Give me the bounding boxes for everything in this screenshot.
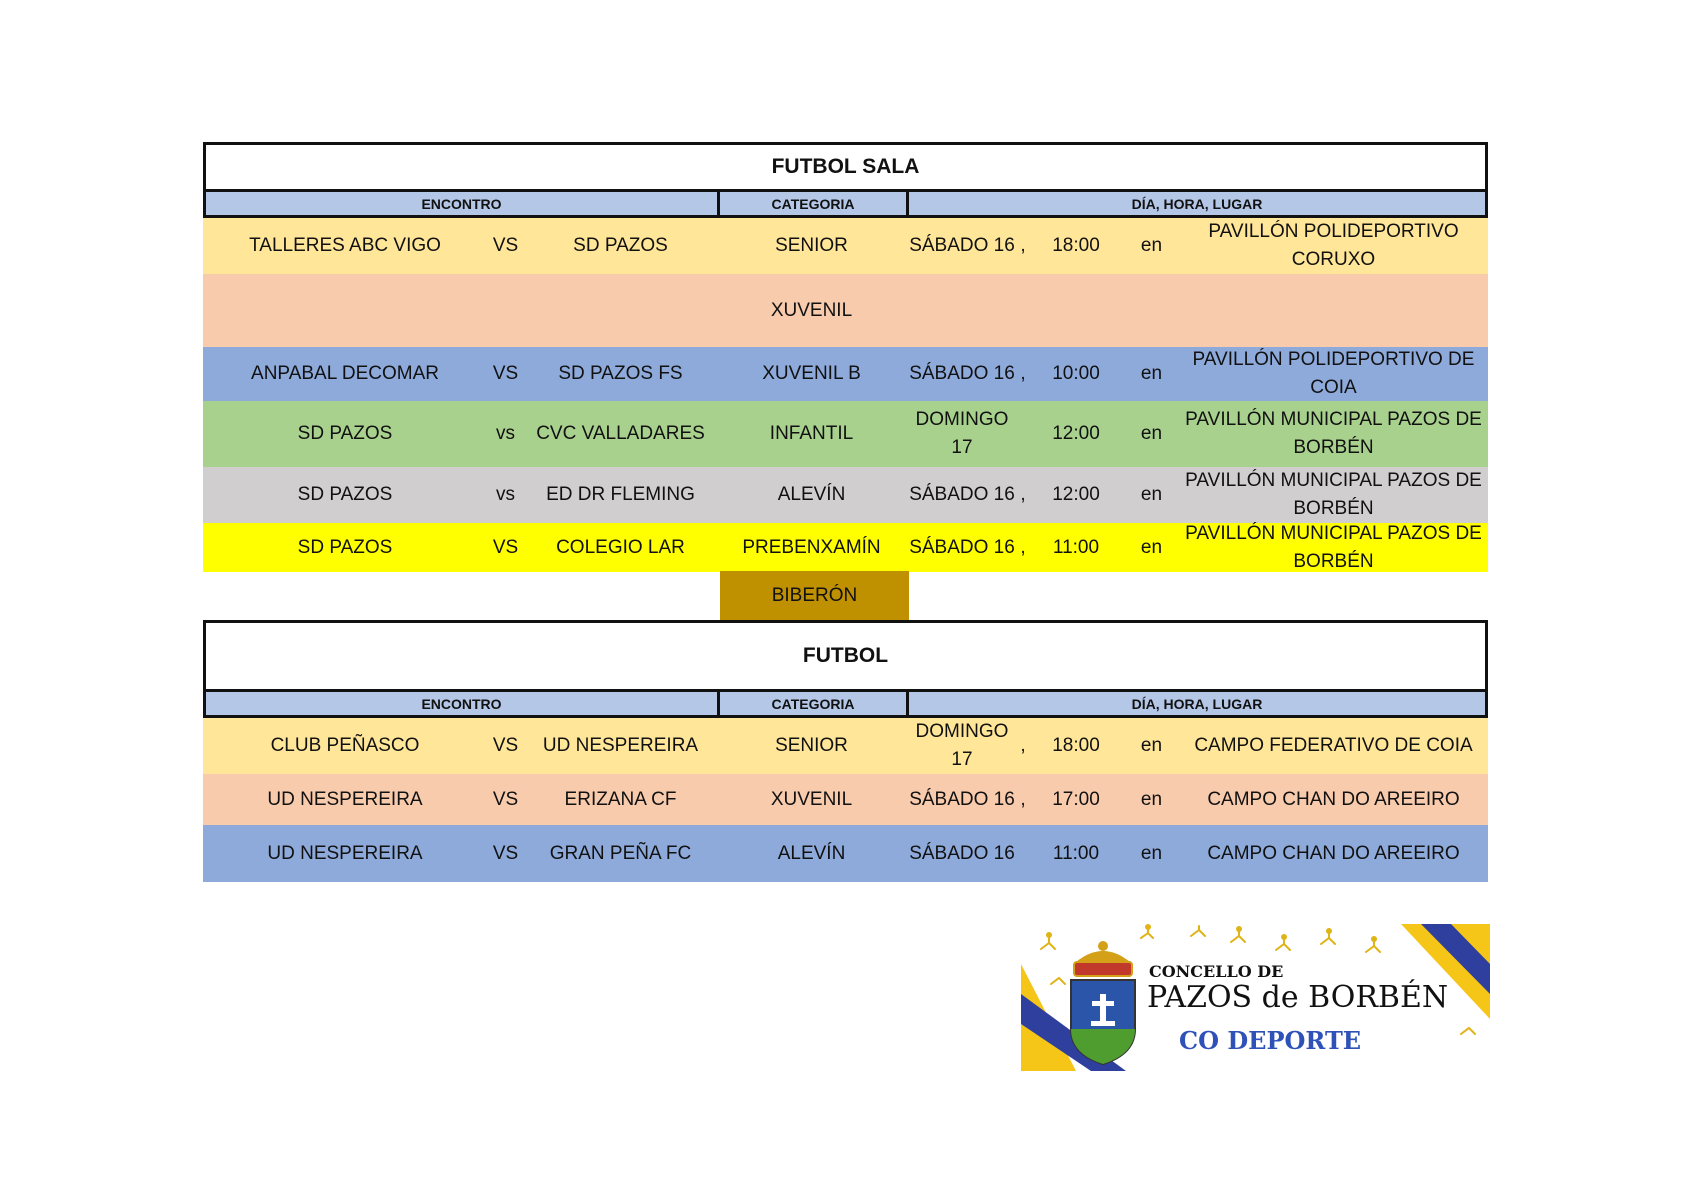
category-cell: INFANTIL [769, 423, 854, 444]
venue-cell: CAMPO CHAN DO AREEIRO [1207, 788, 1460, 810]
en-label-cell: en [1140, 363, 1163, 384]
away-team-cell: COLEGIO LAR [556, 536, 685, 558]
futbol-title: FUTBOL [203, 620, 1488, 692]
away-team-cell: ED DR FLEMING [546, 484, 695, 505]
venue-cell: PAVILLÓN POLIDEPORTIVO CORUXO [1208, 221, 1459, 270]
day-cell: SÁBADO 16 [909, 484, 1015, 505]
venue-cell: PAVILLÓN MUNICIPAL PAZOS DE BORBÉN [1185, 522, 1482, 572]
logo-co-deporte: CO DEPORTE [1179, 1026, 1362, 1055]
home-team-cell: ANPABAL DECOMAR [251, 363, 439, 384]
vs-label-cell: VS [492, 788, 519, 810]
home-team-cell: SD PAZOS [297, 536, 393, 558]
away-team-cell [524, 274, 717, 347]
vs-label-cell: VS [492, 235, 519, 256]
comma-cell: , [1020, 536, 1026, 558]
biberon-row [203, 571, 1488, 620]
match-row [203, 523, 1488, 572]
day-cell [906, 274, 1018, 347]
match-row [203, 718, 1488, 774]
away-team-cell: ERIZANA CF [564, 788, 677, 810]
category-cell: ALEVÍN [777, 484, 846, 505]
time-cell [1028, 274, 1124, 347]
venue-cell: PAVILLÓN MUNICIPAL PAZOS DE BORBÉN [1185, 470, 1482, 519]
category-cell: XUVENIL [770, 788, 853, 810]
home-team-cell [203, 274, 487, 347]
comma-cell: , [1020, 484, 1026, 505]
match-row [203, 774, 1488, 825]
futbol-sala-table [203, 142, 1488, 572]
venue-cell [1179, 274, 1488, 347]
home-team-cell: UD NESPEREIRA [267, 842, 423, 864]
category-cell: XUVENIL [770, 299, 853, 321]
en-label-cell: en [1140, 842, 1163, 864]
away-team-cell: GRAN PEÑA FC [549, 842, 692, 864]
home-team-cell: SD PAZOS [297, 423, 393, 444]
en-label-cell [1124, 274, 1179, 347]
futbol-rows [203, 718, 1488, 882]
match-row [203, 347, 1488, 401]
header-categoria: CATEGORIA [720, 192, 909, 215]
concello-pazos-de-borben-logo [1021, 924, 1490, 1071]
header-dia-hora-lugar: DÍA, HORA, LUGAR [1131, 195, 1263, 212]
category-cell: SENIOR [775, 235, 848, 256]
away-team-cell: SD PAZOS FS [558, 363, 683, 384]
venue-cell: PAVILLÓN POLIDEPORTIVO DE COIA [1192, 349, 1475, 398]
vs-label-cell [487, 274, 524, 347]
header-categoria: CATEGORIA [720, 692, 909, 715]
day-cell: SÁBADO 16 [909, 842, 1015, 864]
time-cell: 11:00 [1052, 842, 1100, 864]
time-cell: 18:00 [1052, 235, 1100, 256]
away-team-cell: UD NESPEREIRA [542, 735, 699, 756]
venue-cell: CAMPO CHAN DO AREEIRO [1207, 842, 1460, 864]
vs-label-cell: VS [492, 536, 519, 558]
en-label-cell: en [1140, 235, 1163, 256]
away-team-cell: CVC VALLADARES [536, 423, 705, 444]
en-label-cell: en [1140, 423, 1163, 444]
vs-label-cell: vs [496, 423, 515, 444]
comma-cell [1018, 825, 1028, 882]
comma-cell: , [1020, 735, 1026, 756]
time-cell: 12:00 [1052, 484, 1100, 505]
venue-cell: CAMPO FEDERATIVO DE COIA [1194, 735, 1473, 756]
futbol-sala-title: FUTBOL SALA [203, 142, 1488, 192]
day-cell: SÁBADO 16 [909, 536, 1015, 558]
day-cell: SÁBADO 16 [909, 788, 1015, 810]
en-label-cell: en [1140, 788, 1163, 810]
time-cell: 12:00 [1052, 423, 1100, 444]
time-cell: 11:00 [1052, 536, 1100, 558]
match-row [203, 825, 1488, 882]
comma-cell [1018, 274, 1028, 347]
comma-cell: , [1020, 363, 1026, 384]
home-team-cell: SD PAZOS [297, 484, 393, 505]
match-row [203, 401, 1488, 467]
category-cell: ALEVÍN [777, 842, 846, 864]
header-encontro: ENCONTRO [206, 692, 720, 715]
header-encontro: ENCONTRO [206, 192, 720, 215]
day-cell: DOMINGO 17 [915, 721, 1009, 770]
logo-concello-de: CONCELLO DE [1149, 962, 1284, 981]
away-team-cell: SD PAZOS [573, 235, 668, 256]
home-team-cell: TALLERES ABC VIGO [249, 235, 441, 256]
category-cell: XUVENIL B [762, 363, 861, 384]
home-team-cell: CLUB PEÑASCO [270, 735, 420, 756]
match-row [203, 274, 1488, 347]
day-cell: SÁBADO 16 [909, 363, 1015, 384]
category-cell: PREBENXAMÍN [742, 536, 881, 558]
comma-cell [1018, 401, 1028, 467]
en-label-cell: en [1140, 735, 1163, 756]
vs-label-cell: vs [496, 484, 515, 505]
vs-label-cell: VS [492, 363, 519, 384]
match-row [203, 467, 1488, 523]
time-cell: 10:00 [1052, 363, 1100, 384]
en-label-cell: en [1140, 484, 1163, 505]
logo-pazos-de-borben: PAZOS de BORBÉN [1147, 980, 1449, 1015]
comma-cell: , [1020, 235, 1026, 256]
en-label-cell: en [1140, 536, 1163, 558]
category-cell: SENIOR [775, 735, 848, 756]
day-cell: DOMINGO 17 [915, 409, 1009, 458]
home-team-cell: UD NESPEREIRA [267, 788, 423, 810]
futbol-sala-rows [203, 218, 1488, 572]
futbol-sala-header [203, 192, 1488, 218]
header-dia-hora-lugar: DÍA, HORA, LUGAR [1131, 695, 1263, 712]
venue-cell: PAVILLÓN MUNICIPAL PAZOS DE BORBÉN [1185, 409, 1482, 458]
match-row [203, 218, 1488, 274]
day-cell: SÁBADO 16 [909, 235, 1015, 256]
time-cell: 17:00 [1052, 788, 1100, 810]
futbol-header [203, 692, 1488, 718]
vs-label-cell: VS [492, 842, 519, 864]
time-cell: 18:00 [1052, 735, 1100, 756]
comma-cell: , [1020, 788, 1026, 810]
category-cell: BIBERÓN [720, 571, 909, 620]
futbol-table [203, 620, 1488, 882]
vs-label-cell: VS [492, 735, 519, 756]
